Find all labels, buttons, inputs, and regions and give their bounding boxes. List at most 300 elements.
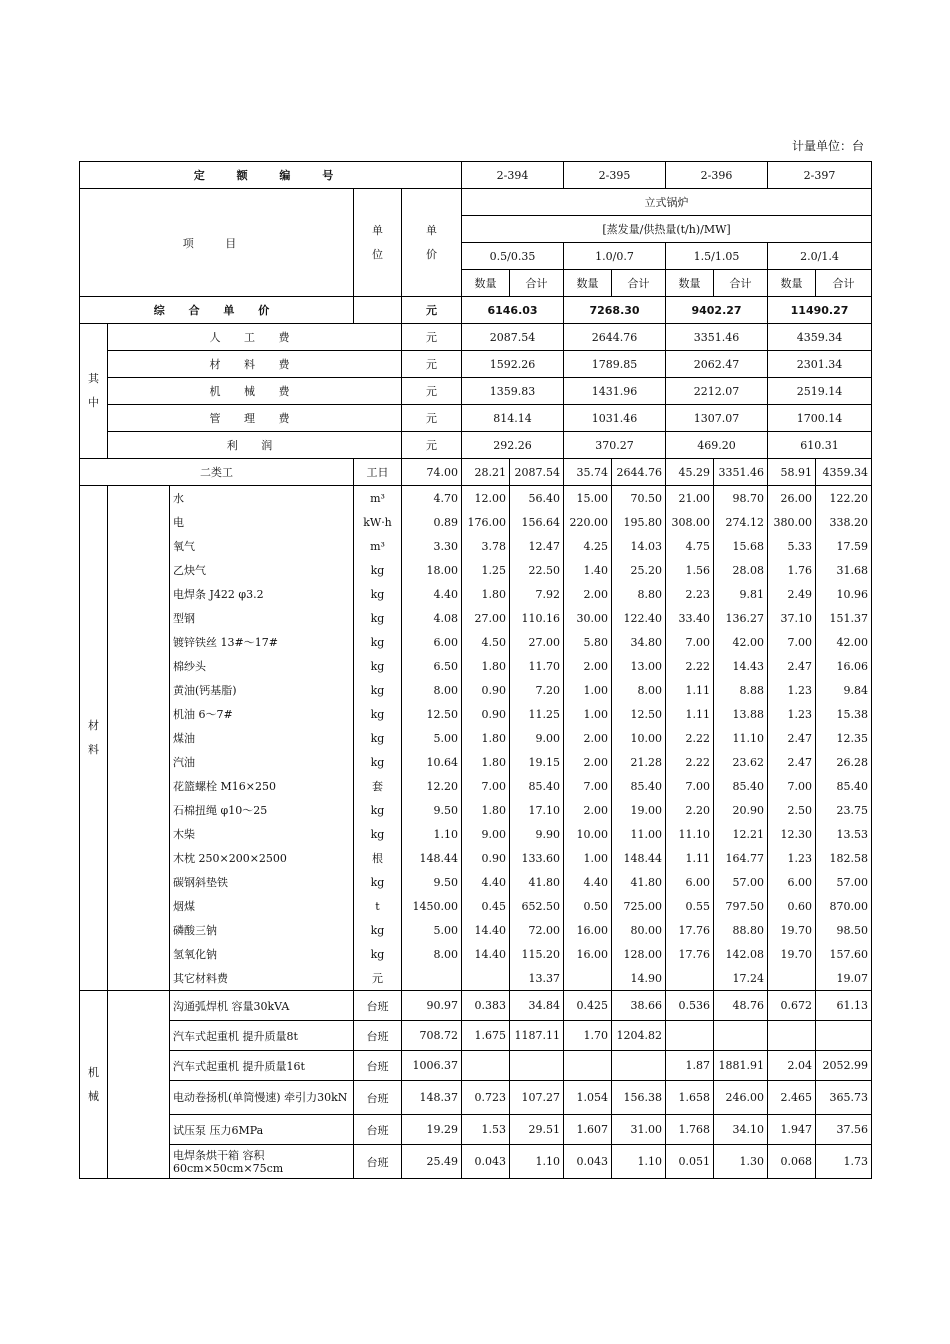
materials-name: 煤油 [170,726,354,750]
breakdown-value: 1031.46 [564,405,666,432]
materials-cell: 14.40 [462,942,510,966]
machinery-cell: 0.425 [564,991,612,1021]
machinery-cell [714,1021,768,1051]
machinery-cell: 0.043 [462,1145,510,1179]
materials-cell: 2.20 [666,798,714,822]
materials-cell: 2.00 [564,582,612,606]
breakdown-name [108,378,402,405]
materials-cell: 176.00 [462,510,510,534]
materials-cell: 7.00 [564,774,612,798]
materials-cell: 164.77 [714,846,768,870]
materials-cell: 122.20 [816,486,872,511]
materials-cell: 195.80 [612,510,666,534]
breakdown-value: 3351.46 [666,324,768,351]
machinery-unit: 台班 [354,1115,402,1145]
materials-name: 电焊条 J422 φ3.2 [170,582,354,606]
materials-cell: 9.00 [462,822,510,846]
breakdown-name-text: 材 料 费 [209,358,300,371]
materials-cell: 17.76 [666,918,714,942]
materials-cell: 128.00 [612,942,666,966]
materials-cell: 274.12 [714,510,768,534]
labor-cell: 35.74 [564,459,612,486]
materials-cell: 4.50 [462,630,510,654]
materials-cell: 380.00 [768,510,816,534]
materials-cell: 15.68 [714,534,768,558]
materials-row [80,654,872,678]
quota-table [79,161,872,1179]
materials-cell: 7.00 [768,630,816,654]
materials-cell: 156.64 [510,510,564,534]
materials-price: 148.44 [402,846,462,870]
materials-cell: 12.50 [612,702,666,726]
materials-cell: 0.55 [666,894,714,918]
qty-header: 数量 [768,270,816,297]
materials-cell: 5.33 [768,534,816,558]
materials-cell: 70.50 [612,486,666,511]
materials-cell: 15.00 [564,486,612,511]
materials-cell: 110.16 [510,606,564,630]
materials-cell: 14.03 [612,534,666,558]
machinery-cell: 38.66 [612,991,666,1021]
materials-row [80,702,872,726]
materials-cell: 4.75 [666,534,714,558]
labor-cell: 2644.76 [612,459,666,486]
machinery-price: 25.49 [402,1145,462,1179]
quota-code: 2-396 [666,162,768,189]
breakdown-row [80,432,872,459]
spec-label: [蒸发量/供热量(t/h)/MW] [462,216,872,243]
machinery-row [80,1145,872,1179]
materials-cell: 12.47 [510,534,564,558]
materials-name: 烟煤 [170,894,354,918]
materials-cell: 4.40 [564,870,612,894]
materials-cell: 11.25 [510,702,564,726]
materials-row [80,678,872,702]
machinery-cell [768,1021,816,1051]
materials-cell: 7.20 [510,678,564,702]
materials-cell: 19.15 [510,750,564,774]
breakdown-value: 292.26 [462,432,564,459]
machinery-price: 148.37 [402,1081,462,1115]
machinery-name: 电焊条烘干箱 容积60cm×50cm×75cm [170,1145,354,1179]
machinery-cell [564,1051,612,1081]
materials-cell: 1.76 [768,558,816,582]
materials-cell: 17.10 [510,798,564,822]
materials-name: 乙炔气 [170,558,354,582]
materials-unit: kg [354,630,402,654]
labor-cell: 3351.46 [714,459,768,486]
materials-cell: 2.47 [768,654,816,678]
materials-cell: 2.50 [768,798,816,822]
materials-row [80,966,872,991]
materials-price: 6.00 [402,630,462,654]
materials-unit: kg [354,918,402,942]
materials-cell: 25.20 [612,558,666,582]
machinery-cell: 1.30 [714,1145,768,1179]
materials-cell: 6.00 [768,870,816,894]
materials-cell: 41.80 [510,870,564,894]
materials-cell [462,966,510,991]
materials-cell: 2.00 [564,654,612,678]
machinery-cell: 2.465 [768,1081,816,1115]
labor-name: 二类工 [80,459,354,486]
materials-cell: 16.06 [816,654,872,678]
materials-price: 5.00 [402,726,462,750]
labor-cell: 45.29 [666,459,714,486]
materials-cell: 23.62 [714,750,768,774]
materials-cell: 16.00 [564,918,612,942]
machinery-unit: 台班 [354,1051,402,1081]
materials-cell: 17.24 [714,966,768,991]
breakdown-unit: 元 [402,351,462,378]
materials-price: 12.20 [402,774,462,798]
materials-cell: 133.60 [510,846,564,870]
materials-cell: 9.00 [510,726,564,750]
materials-cell: 57.00 [816,870,872,894]
materials-cell: 19.70 [768,942,816,966]
breakdown-name-text: 机 械 费 [209,385,300,398]
total-value: 7268.30 [564,297,666,324]
total-value: 6146.03 [462,297,564,324]
materials-cell: 27.00 [462,606,510,630]
materials-price: 6.50 [402,654,462,678]
measurement-unit-note: 计量单位：台 [792,139,865,153]
machinery-cell: 1.10 [510,1145,564,1179]
materials-cell: 56.40 [510,486,564,511]
breakdown-value: 2062.47 [666,351,768,378]
machinery-cell: 61.13 [816,991,872,1021]
machinery-cell: 0.051 [666,1145,714,1179]
materials-name: 氧气 [170,534,354,558]
breakdown-value: 1592.26 [462,351,564,378]
materials-name: 汽油 [170,750,354,774]
materials-group-text: 材料 [88,719,99,756]
materials-cell: 19.70 [768,918,816,942]
machinery-name: 汽车式起重机 提升质量8t [170,1021,354,1051]
materials-cell: 1.00 [564,702,612,726]
machinery-cell: 0.723 [462,1081,510,1115]
materials-cell: 88.80 [714,918,768,942]
materials-cell: 28.08 [714,558,768,582]
materials-row [80,606,872,630]
machinery-cell: 107.27 [510,1081,564,1115]
materials-cell: 10.00 [612,726,666,750]
machinery-cell [666,1021,714,1051]
materials-cell: 3.78 [462,534,510,558]
materials-cell: 12.35 [816,726,872,750]
materials-unit: 套 [354,774,402,798]
machinery-cell: 365.73 [816,1081,872,1115]
materials-price: 1450.00 [402,894,462,918]
breakdown-name-text: 人 工 费 [209,331,300,344]
machinery-name: 汽车式起重机 提升质量16t [170,1051,354,1081]
machinery-cell: 29.51 [510,1115,564,1145]
materials-name: 花篮螺栓 M16×250 [170,774,354,798]
materials-row [80,870,872,894]
breakdown-row [80,405,872,432]
materials-row [80,726,872,750]
materials-cell: 42.00 [714,630,768,654]
machinery-cell: 1.947 [768,1115,816,1145]
breakdown-value: 2212.07 [666,378,768,405]
item-label: 项 目 [80,189,354,297]
materials-cell: 23.75 [816,798,872,822]
breakdown-name-text: 管 理 费 [209,412,300,425]
materials-unit: kg [354,678,402,702]
materials-cell: 8.80 [612,582,666,606]
materials-cell: 13.37 [510,966,564,991]
materials-cell: 0.90 [462,846,510,870]
materials-cell: 7.00 [768,774,816,798]
materials-cell: 0.50 [564,894,612,918]
materials-cell: 2.22 [666,654,714,678]
materials-cell: 2.47 [768,750,816,774]
breakdown-row [80,324,872,351]
machinery-price: 19.29 [402,1115,462,1145]
materials-cell: 37.10 [768,606,816,630]
materials-unit: 元 [354,966,402,991]
materials-row [80,558,872,582]
machinery-name: 电动卷扬机(单筒慢速) 牵引力30kN [170,1081,354,1115]
materials-unit: kg [354,654,402,678]
materials-cell: 21.00 [666,486,714,511]
machinery-cell: 0.043 [564,1145,612,1179]
breakdown-value: 1431.96 [564,378,666,405]
materials-cell: 1.00 [564,846,612,870]
materials-cell [768,966,816,991]
materials-price: 18.00 [402,558,462,582]
quota-code: 2-397 [768,162,872,189]
breakdown-value: 2087.54 [462,324,564,351]
materials-cell: 19.00 [612,798,666,822]
materials-cell: 2.00 [564,798,612,822]
machinery-cell: 2052.99 [816,1051,872,1081]
quota-code: 2-395 [564,162,666,189]
materials-price: 9.50 [402,798,462,822]
total-unit [354,297,402,324]
breakdown-value: 1700.14 [768,405,872,432]
materials-cell: 9.84 [816,678,872,702]
machinery-cell: 48.76 [714,991,768,1021]
labor-cell: 28.21 [462,459,510,486]
materials-name: 棉纱头 [170,654,354,678]
materials-cell: 14.40 [462,918,510,942]
machinery-cell: 1.87 [666,1051,714,1081]
materials-unit: kg [354,870,402,894]
materials-cell: 2.47 [768,726,816,750]
total-unit-value: 元 [402,297,462,324]
materials-price: 12.50 [402,702,462,726]
materials-row [80,510,872,534]
materials-price: 10.64 [402,750,462,774]
materials-name: 水 [170,486,354,511]
materials-cell: 13.53 [816,822,872,846]
machinery-cell: 1881.91 [714,1051,768,1081]
materials-cell: 1.80 [462,582,510,606]
materials-cell: 85.40 [816,774,872,798]
materials-cell: 115.20 [510,942,564,966]
machinery-cell: 1.607 [564,1115,612,1145]
materials-cell: 5.80 [564,630,612,654]
materials-name: 其它材料费 [170,966,354,991]
materials-name: 型钢 [170,606,354,630]
capacity: 0.5/0.35 [462,243,564,270]
machinery-cell: 1.73 [816,1145,872,1179]
materials-price: 4.08 [402,606,462,630]
materials-cell: 1.80 [462,798,510,822]
breakdown-unit: 元 [402,405,462,432]
qty-header: 数量 [564,270,612,297]
materials-cell: 26.00 [768,486,816,511]
materials-cell: 1.23 [768,846,816,870]
materials-price: 4.70 [402,486,462,511]
materials-cell: 652.50 [510,894,564,918]
machinery-cell: 0.068 [768,1145,816,1179]
machinery-cell: 1.658 [666,1081,714,1115]
materials-cell: 1.11 [666,846,714,870]
materials-cell: 30.00 [564,606,612,630]
machinery-row [80,1081,872,1115]
breakdown-name [108,432,402,459]
labor-unit: 工日 [354,459,402,486]
materials-cell: 797.50 [714,894,768,918]
machinery-cell [612,1051,666,1081]
materials-cell: 85.40 [612,774,666,798]
materials-cell: 338.20 [816,510,872,534]
materials-cell: 725.00 [612,894,666,918]
materials-unit: m³ [354,486,402,511]
materials-unit: t [354,894,402,918]
breakdown-unit: 元 [402,324,462,351]
materials-cell: 2.22 [666,726,714,750]
total-value: 9402.27 [666,297,768,324]
materials-cell: 8.88 [714,678,768,702]
materials-row [80,774,872,798]
materials-cell: 220.00 [564,510,612,534]
materials-cell: 10.96 [816,582,872,606]
materials-cell: 13.00 [612,654,666,678]
machinery-cell: 1187.11 [510,1021,564,1051]
materials-cell: 2.23 [666,582,714,606]
materials-cell: 1.25 [462,558,510,582]
materials-unit: 根 [354,846,402,870]
total-price-label: 综 合 单 价 [80,297,354,324]
materials-cell: 17.59 [816,534,872,558]
sum-header: 合计 [714,270,768,297]
labor-cell: 2087.54 [510,459,564,486]
machinery-cell: 1.675 [462,1021,510,1051]
machinery-group-text: 机械 [88,1065,99,1103]
materials-price [402,966,462,991]
materials-cell: 1.40 [564,558,612,582]
capacity: 2.0/1.4 [768,243,872,270]
materials-cell: 157.60 [816,942,872,966]
machinery-cell [510,1051,564,1081]
materials-name: 磷酸三钠 [170,918,354,942]
materials-cell: 42.00 [816,630,872,654]
materials-subgroup-blank [108,486,170,991]
materials-cell: 2.00 [564,726,612,750]
breakdown-value: 4359.34 [768,324,872,351]
materials-name: 黄油(钙基脂) [170,678,354,702]
materials-row [80,582,872,606]
breakdown-group-text: 其中 [88,372,99,409]
machinery-cell: 37.56 [816,1115,872,1145]
qty-header: 数量 [462,270,510,297]
materials-cell: 0.45 [462,894,510,918]
materials-row [80,534,872,558]
materials-row [80,798,872,822]
materials-unit: kg [354,582,402,606]
breakdown-row [80,351,872,378]
sum-header: 合计 [510,270,564,297]
materials-cell: 0.60 [768,894,816,918]
unit-column-label: 单位 [354,189,402,297]
breakdown-value: 610.31 [768,432,872,459]
category-label: 立式锅炉 [462,189,872,216]
materials-row [80,630,872,654]
quota-code: 2-394 [462,162,564,189]
machinery-cell: 0.536 [666,991,714,1021]
materials-cell: 6.00 [666,870,714,894]
breakdown-row [80,378,872,405]
materials-cell: 4.40 [462,870,510,894]
materials-cell: 870.00 [816,894,872,918]
labor-cell: 4359.34 [816,459,872,486]
breakdown-value: 2301.34 [768,351,872,378]
materials-name: 木枕 250×200×2500 [170,846,354,870]
breakdown-value: 1789.85 [564,351,666,378]
materials-cell: 72.00 [510,918,564,942]
materials-cell: 1.80 [462,654,510,678]
breakdown-value: 1359.83 [462,378,564,405]
materials-price: 5.00 [402,918,462,942]
breakdown-group-label [80,324,108,459]
machinery-group-label [80,991,108,1179]
labor-row [80,459,872,486]
materials-cell: 136.27 [714,606,768,630]
machinery-row [80,1021,872,1051]
machinery-row [80,1051,872,1081]
materials-cell: 1.11 [666,678,714,702]
materials-cell: 21.28 [612,750,666,774]
breakdown-unit: 元 [402,378,462,405]
materials-cell: 7.00 [666,774,714,798]
machinery-name: 试压泵 压力6MPa [170,1115,354,1145]
materials-cell: 7.00 [462,774,510,798]
materials-cell: 142.08 [714,942,768,966]
materials-cell: 4.25 [564,534,612,558]
machinery-name: 沟通弧焊机 容量30kVA [170,991,354,1021]
materials-cell: 151.37 [816,606,872,630]
machinery-cell: 34.84 [510,991,564,1021]
materials-cell: 26.28 [816,750,872,774]
materials-cell: 2.49 [768,582,816,606]
materials-cell: 19.07 [816,966,872,991]
materials-cell: 9.81 [714,582,768,606]
materials-cell: 122.40 [612,606,666,630]
machinery-cell: 0.383 [462,991,510,1021]
materials-row [80,918,872,942]
capacity: 1.5/1.05 [666,243,768,270]
materials-cell: 17.76 [666,942,714,966]
materials-unit: kg [354,726,402,750]
breakdown-value: 814.14 [462,405,564,432]
materials-unit: m³ [354,534,402,558]
materials-cell: 148.44 [612,846,666,870]
materials-unit: kW·h [354,510,402,534]
materials-price: 8.00 [402,942,462,966]
